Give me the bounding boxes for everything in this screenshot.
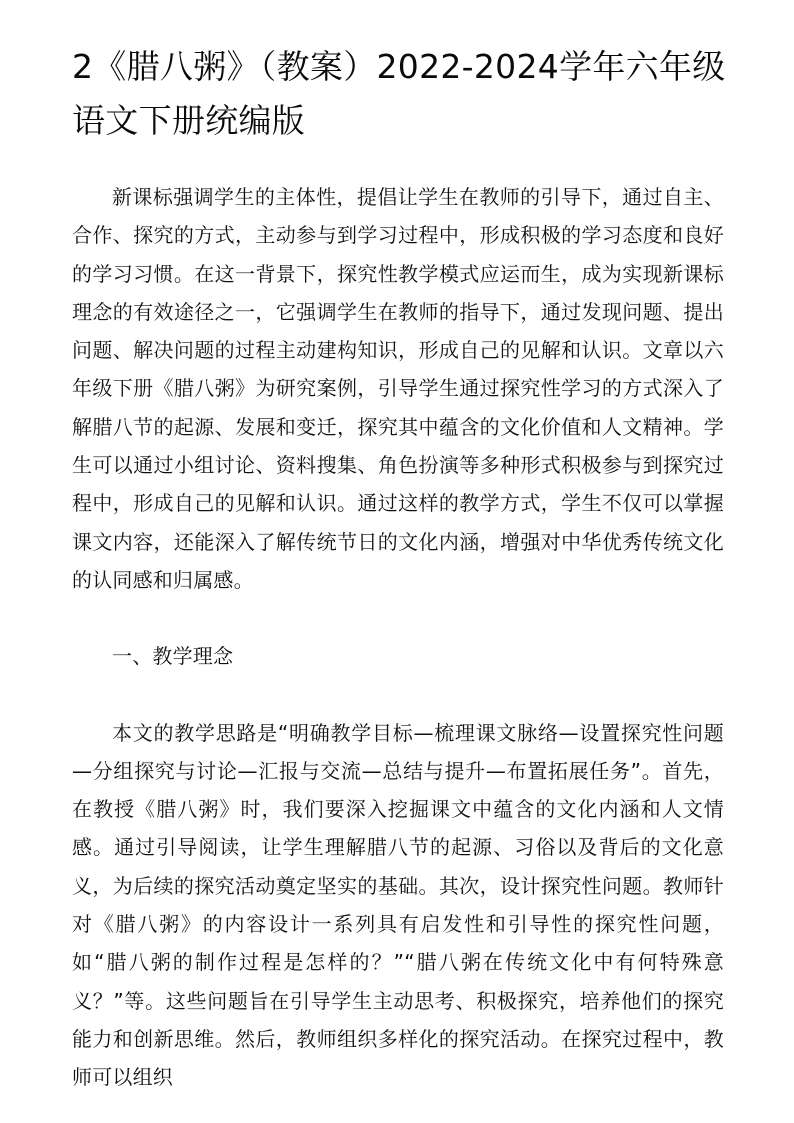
document-body: [72, 178, 724, 1097]
section-paragraph-teaching-approach: 本文的教学思路是“明确教学目标—梳理课文脉络—设置探究性问题—分组探究与讨论—汇报与交流—总结与提升—布置拓展任务”。首先，在教授《腊八粥》时，我们要深入挖掘课文中蕴含的文化内涵和人文情感。通过引导阅读，让学生理解腊八节的起源、习俗以及背后的文化意义，为后续的探究活动奠定坚实的基础。其次，设计探究性问题。教师针对《腊八粥》的内容设计一系列具有启发性和引导性的探究性问题，如“腊八粥的制作过程是怎样的？”“腊八粥在传统文化中有何特殊意义？”等。这些问题旨在引导学生主动思考、积极探究，培养他们的探究能力和创新思维。然后，教师组织多样化的探究活动。在探究过程中，教师可以组织: [72, 720, 724, 1090]
section-heading-teaching-philosophy: 一、教学理念: [112, 644, 234, 669]
intro-paragraph: 新课标强调学生的主体性，提倡让学生在教师的引导下，通过自主、合作、探究的方式，主动参与到学习过程中，形成积极的学习态度和良好的学习习惯。在这一背景下，探究性教学模式应运而生，成为实现新课标理念的有效途径之一，它强调学生在教师的指导下，通过发现问题、提出问题、解决问题的过程主动建构知识，形成自己的见解和认识。文章以六年级下册《腊八粥》为研究案例，引导学生通过探究性学习的方式深入了解腊八节的起源、发展和变迁，探究其中蕴含的文化价值和人文精神。学生可以通过小组讨论、资料搜集、角色扮演等多种形式积极参与到探究过程中，形成自己的见解和认识。通过这样的教学方式，学生不仅可以掌握课文内容，还能深入了解传统节日的文化内涵，增强对中华优秀传统文化的认同感和归属感。: [72, 185, 724, 592]
document-title: 2《腊八粥》（教案）2022-2024学年六年级语文下册统编版: [72, 47, 726, 140]
